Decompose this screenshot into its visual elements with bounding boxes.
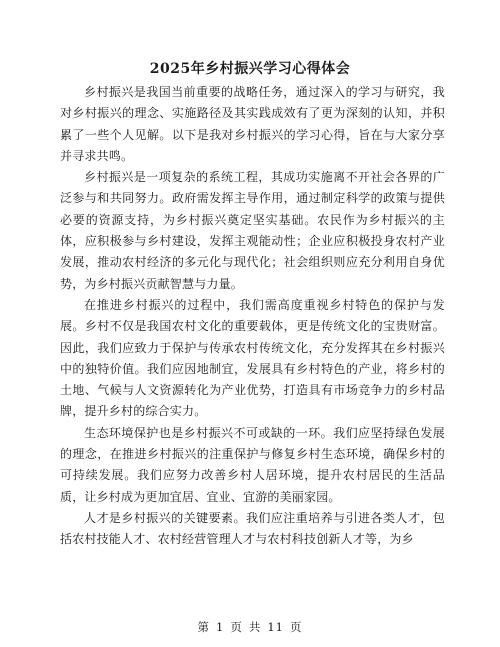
footer-prefix: 第 [197,620,211,634]
footer-suffix: 页 [289,620,303,634]
paragraph-rural-characteristics: 在推进乡村振兴的过程中，我们需高度重视乡村特色的保护与发展。乡村不仅是我国农村文化的重要载体，更是传统文化的宝贵财富。因此，我们应致力于保护与传承农村传统文化，充分发挥其在乡村振兴中的独特价值。我们应因地制宜，发展具有乡村特色的产业，将乡村的土地、气候与人文资源转化为产业优势，打造具有市场竞争力的乡村品牌，提升乡村的综合实力。 [60,297,445,419]
paragraph-intro: 乡村振兴是我国当前重要的战略任务，通过深入的学习与研究，我对乡村振兴的理念、实施路径及其实践成效有了更为深刻的认知，并积累了一些个人见解。以下是我对乡村振兴的学习心得，旨在与大家分享并寻求共鸣。 [60,85,445,163]
document-body [60,82,445,551]
document-title: 2025年乡村振兴学习心得体会 [149,61,351,77]
footer-current-page: 1 [216,620,225,634]
footer-total-pages: 11 [267,620,284,634]
footer-page-word: 页 [230,620,243,634]
footer-total-word: 共 [248,620,262,634]
paragraph-ecology: 生态环境保护也是乡村振兴不可或缺的一环。我们应坚持绿色发展的理念，在推进乡村振兴的注重保护与修复乡村生态环境，确保乡村的可持续发展。我们应努力改善乡村人居环境，提升农村居民的生活品质，让乡村成为更加宜居、宜业、宜游的美丽家园。 [60,425,445,504]
paragraph-participation: 乡村振兴是一项复杂的系统工程，其成功实施离不开社会各界的广泛参与和共同努力。政府需发挥主导作用，通过制定科学的政策与提供必要的资源支持，为乡村振兴奠定坚实基础。农民作为乡村振兴的主体，应积极参与乡村建设，发挥主观能动性；企业应积极投身农村产业发展，推动农村经济的多元化与现代化；社会组织则应充分利用自身优势，为乡村振兴贡献智慧与力量。 [60,170,445,291]
paragraph-talent: 人才是乡村振兴的关键要素。我们应注重培养与引进各类人才，包括农村技能人才、农村经营管理人才与农村科技创新人才等，为乡 [60,510,445,547]
page-footer [0,619,500,635]
